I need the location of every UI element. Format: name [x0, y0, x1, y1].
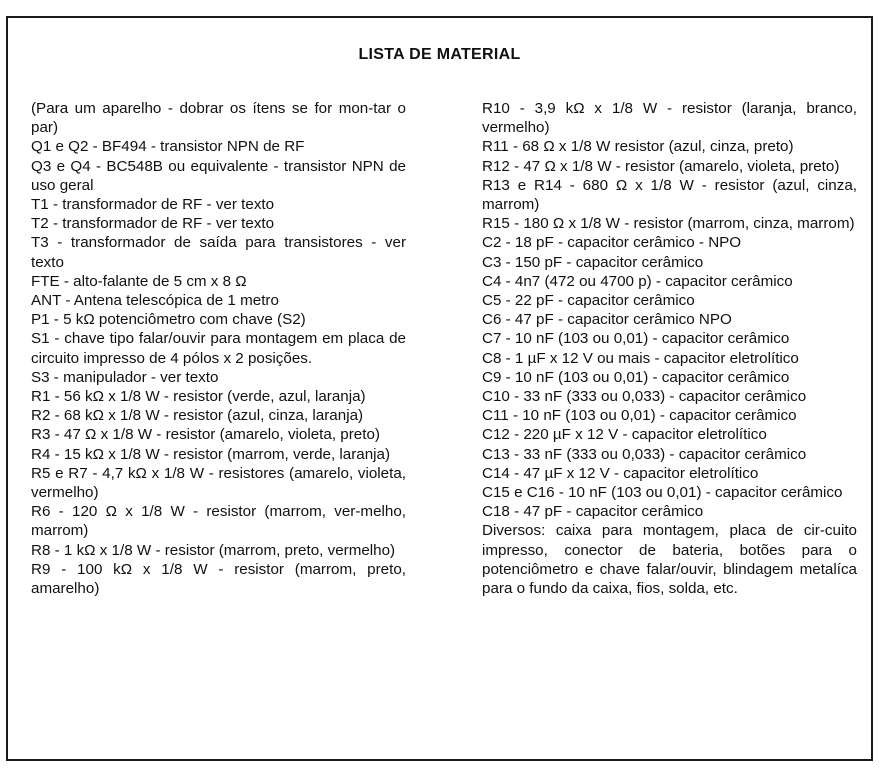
list-item: P1 - 5 kΩ potenciômetro com chave (S2) [31, 311, 306, 329]
list-item: C2 - 18 pF - capacitor cerâmico - NPO [482, 234, 742, 252]
list-item: R10 - 3,9 kΩ x 1/8 W - resistor (laranja, branco, vermelho) [482, 100, 857, 137]
material-list-frame [6, 16, 873, 761]
list-item: C12 - 220 µF x 12 V - capacitor eletrolítico [482, 426, 767, 444]
list-item: R3 - 47 Ω x 1/8 W - resistor (amarelo, violeta, preto) [31, 426, 380, 444]
list-item: Q1 e Q2 - BF494 - transistor NPN de RF [31, 138, 305, 156]
list-item: C3 - 150 pF - capacitor cerâmico [482, 253, 704, 271]
list-item: R1 - 56 kΩ x 1/8 W - resistor (verde, azul, laranja) [31, 388, 366, 406]
list-item: R15 - 180 Ω x 1/8 W - resistor (marrom, cinza, marrom) [482, 215, 855, 233]
list-item: C5 - 22 pF - capacitor cerâmico [482, 292, 695, 310]
document-title: LISTA DE MATERIAL [358, 46, 521, 63]
list-item: T1 - transformador de RF - ver texto [31, 196, 275, 214]
list-item: T2 - transformador de RF - ver texto [31, 215, 275, 233]
list-item: C4 - 4n7 (472 ou 4700 p) - capacitor cerâmico [482, 272, 793, 290]
list-item: C6 - 47 pF - capacitor cerâmico NPO [482, 311, 732, 329]
left-column [31, 99, 406, 598]
list-item: R13 e R14 - 680 Ω x 1/8 W - resistor (azul, cinza, marrom) [482, 176, 857, 214]
list-item: R2 - 68 kΩ x 1/8 W - resistor (azul, cinza, laranja) [31, 407, 364, 425]
list-item: R11 - 68 Ω x 1/8 W resistor (azul, cinza, preto) [482, 138, 794, 156]
list-item: R5 e R7 - 4,7 kΩ x 1/8 W - resistores (amarelo, violeta, vermelho) [31, 464, 406, 502]
list-item: R12 - 47 Ω x 1/8 W - resistor (amarelo, violeta, preto) [482, 157, 840, 175]
list-item: T3 - transformador de saída para transistores - ver texto [31, 234, 406, 271]
list-item: C7 - 10 nF (103 ou 0,01) - capacitor cerâmico [482, 330, 790, 348]
list-item: Diversos: caixa para montagem, placa de cir-cuito impresso, conector de bateria, botões para o potenciômetro e chave falar/ouvir, blindagem metalíca para o fundo da caixa, fios, solda, etc. [482, 522, 857, 598]
list-item: S3 - manipulador - ver texto [31, 368, 219, 386]
list-item: C8 - 1 µF x 12 V ou mais - capacitor eletrolítico [482, 349, 799, 367]
right-column [482, 99, 857, 598]
list-item: C18 - 47 pF - capacitor cerâmico [482, 503, 704, 521]
list-item: R9 - 100 kΩ x 1/8 W - resistor (marrom, preto, amarelho) [31, 560, 406, 598]
list-item: Q3 e Q4 - BC548B ou equivalente - transistor NPN de uso geral [31, 157, 406, 194]
list-item: ANT - Antena telescópica de 1 metro [31, 292, 279, 310]
list-item: C15 e C16 - 10 nF (103 ou 0,01) - capacitor cerâmico [482, 484, 843, 502]
list-item: C13 - 33 nF (333 ou 0,033) - capacitor cerâmico [482, 445, 807, 463]
list-item: R8 - 1 kΩ x 1/8 W - resistor (marrom, preto, vermelho) [31, 541, 396, 559]
list-item: C10 - 33 nF (333 ou 0,033) - capacitor cerâmico [482, 388, 807, 406]
list-item: C14 - 47 µF x 12 V - capacitor eletrolítico [482, 464, 759, 482]
list-item: R6 - 120 Ω x 1/8 W - resistor (marrom, ver-melho, marrom) [31, 503, 406, 540]
list-item: (Para um aparelho - dobrar os ítens se for mon-tar o par) [31, 100, 406, 137]
list-item: R4 - 15 kΩ x 1/8 W - resistor (marrom, verde, laranja) [31, 445, 391, 463]
list-item: S1 - chave tipo falar/ouvir para montagem em placa de circuito impresso de 4 pólos x 2 posições. [31, 330, 406, 367]
list-item: C9 - 10 nF (103 ou 0,01) - capacitor cerâmico [482, 368, 790, 386]
list-item: C11 - 10 nF (103 ou 0,01) - capacitor cerâmico [482, 407, 797, 425]
list-item: FTE - alto-falante de 5 cm x 8 Ω [31, 272, 247, 290]
